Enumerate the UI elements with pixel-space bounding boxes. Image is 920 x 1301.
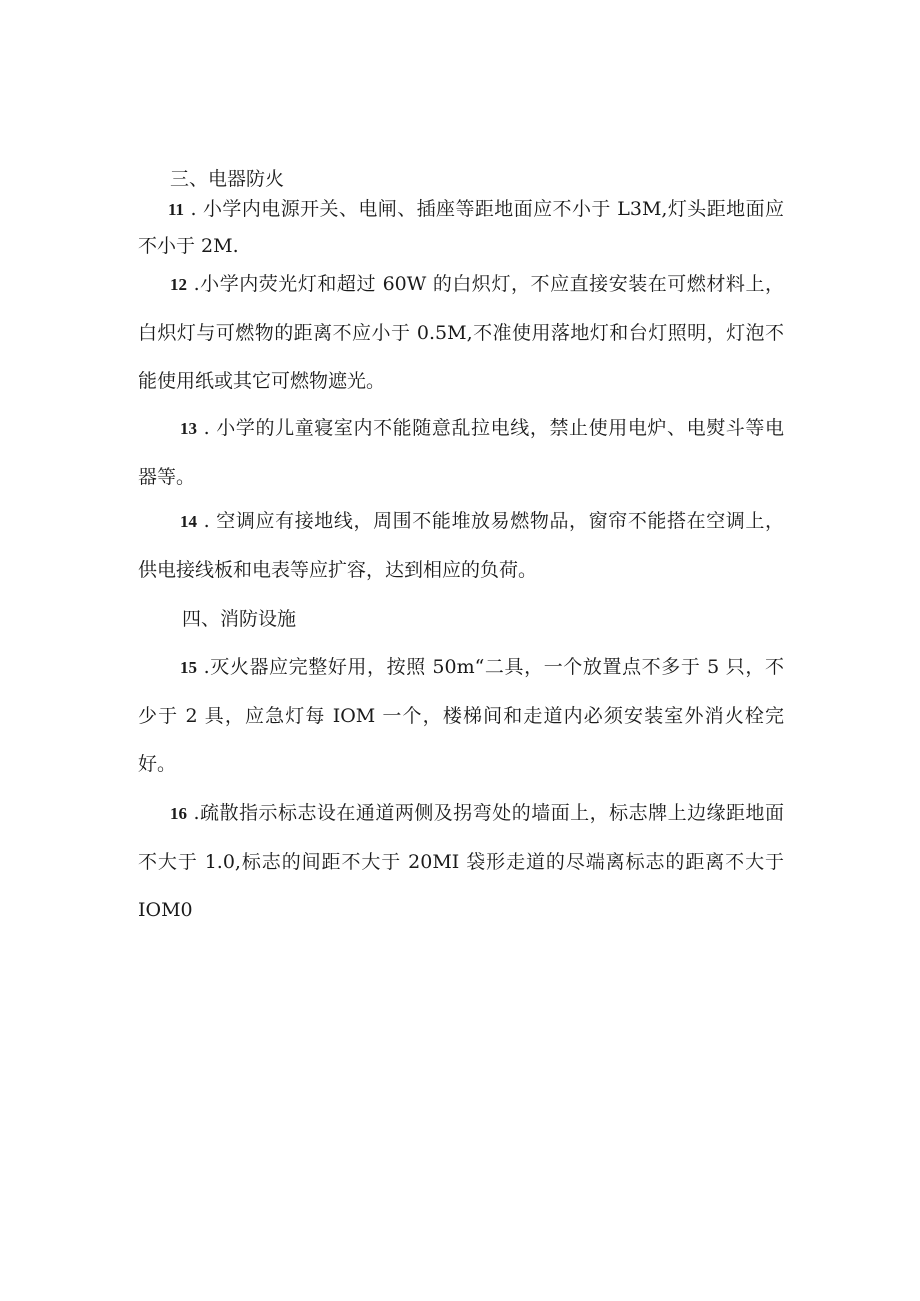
- section-heading-electrical-fire-prevention: 三、电器防火: [170, 168, 285, 190]
- item-text: . 小学的儿童寝室内不能随意乱拉电线，禁止使用电炉、电熨斗等电器等。: [138, 417, 784, 488]
- item-number: 14: [180, 512, 197, 531]
- item-text: . 小学内电源开关、电闸、插座等距地面应不小于 L3M,灯头距地面应不小于 2M.: [138, 198, 784, 257]
- item-number: 16: [170, 804, 187, 823]
- item-text: .灭火器应完整好用，按照 50m“二具，一个放置点不多于 5 只，不少于 2 具，应急灯每 IOM 一个，楼梯间和走道内必须安装室外消火栓完好。: [138, 656, 784, 775]
- item-number: 15: [180, 658, 197, 677]
- paragraph-item-16: [138, 789, 784, 934]
- paragraph-item-15: [138, 643, 784, 788]
- paragraph-item-13: [138, 404, 784, 501]
- item-number: 13: [180, 419, 197, 438]
- item-number: 11: [168, 200, 185, 219]
- section-heading-fire-facilities: 四、消防设施: [182, 608, 297, 630]
- paragraph-item-12: [138, 260, 784, 405]
- item-text: .小学内荧光灯和超过 60W 的白炽灯，不应直接安装在可燃材料上，白炽灯与可燃物的距离不应小于 0.5M,不准使用落地灯和台灯照明，灯泡不能使用纸或其它可燃物遮光。: [138, 273, 784, 392]
- item-text: . 空调应有接地线，周围不能堆放易燃物品，窗帘不能搭在空调上，供电接线板和电表等应扩容，达到相应的负荷。: [138, 510, 784, 581]
- item-text: .疏散指示标志设在通道两侧及拐弯处的墙面上，标志牌上边缘距地面不大于 1.0,标志的间距不大于 20MI 袋形走道的尽端离标志的距离不大于 IOM0: [138, 802, 784, 921]
- paragraph-item-11: [138, 191, 784, 265]
- item-number: 12: [170, 275, 187, 294]
- paragraph-item-14: [138, 497, 784, 594]
